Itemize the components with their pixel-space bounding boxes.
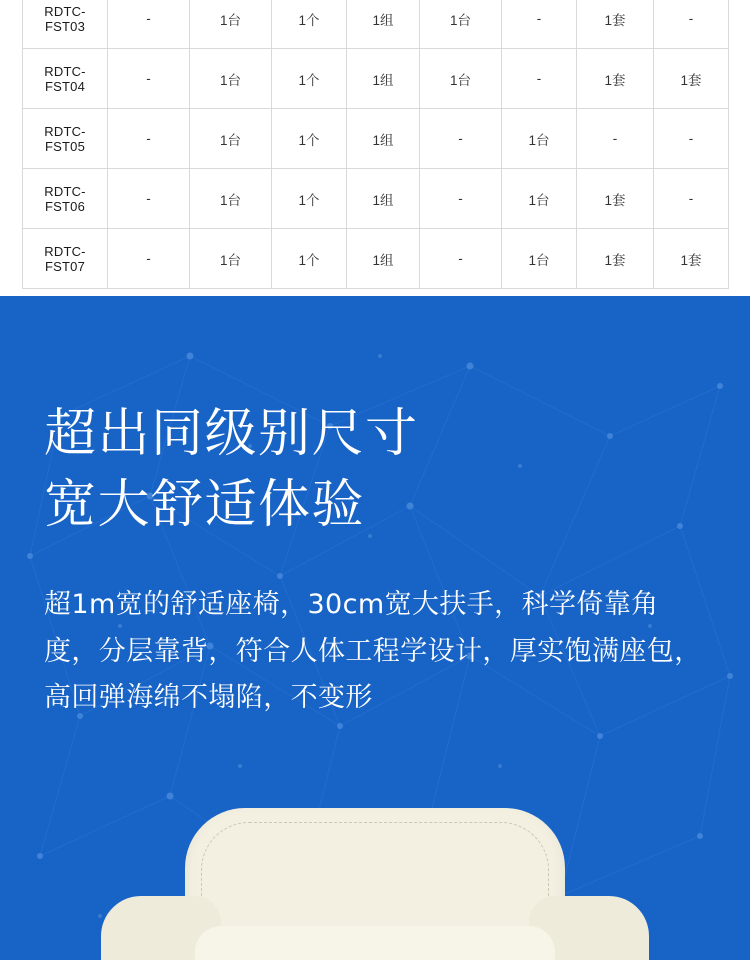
chair-backrest xyxy=(185,808,565,943)
cell-value: 1组 xyxy=(347,0,420,49)
cell-value: 1台 xyxy=(502,169,577,229)
cell-model: RDTC-FST04 xyxy=(23,49,108,109)
cell-value: 1台 xyxy=(190,169,272,229)
cell-value: 1组 xyxy=(347,109,420,169)
cell-model: RDTC-FST06 xyxy=(23,169,108,229)
cell-value: - xyxy=(420,109,502,169)
table-row xyxy=(23,49,729,109)
table-row xyxy=(23,169,729,229)
cell-model: RDTC-FST05 xyxy=(23,109,108,169)
cell-model: RDTC-FST07 xyxy=(23,229,108,289)
cell-value: 1台 xyxy=(502,229,577,289)
cell-value: 1套 xyxy=(577,169,654,229)
spec-table-container xyxy=(22,0,728,289)
cell-value: 1个 xyxy=(272,0,347,49)
chair-seat xyxy=(195,926,555,960)
cell-value: 1套 xyxy=(654,229,729,289)
cell-value: - xyxy=(654,109,729,169)
cell-value: 1台 xyxy=(190,49,272,109)
banner-subcopy: 超1m宽的舒适座椅，30cm宽大扶手，科学倚靠角度，分层靠背，符合人体工程学设计，厚实饱满座包，高回弹海绵不塌陷，不变形 xyxy=(44,589,702,714)
cell-value: 1台 xyxy=(502,109,577,169)
cell-value: 1台 xyxy=(420,49,502,109)
cell-value: - xyxy=(502,0,577,49)
cell-value: - xyxy=(654,0,729,49)
cell-value: - xyxy=(108,0,190,49)
cell-value: 1套 xyxy=(577,0,654,49)
banner-content xyxy=(0,296,750,722)
cell-value: 1套 xyxy=(577,49,654,109)
cell-value: - xyxy=(108,229,190,289)
cell-value: 1台 xyxy=(190,229,272,289)
cell-value: 1个 xyxy=(272,229,347,289)
cell-value: 1个 xyxy=(272,109,347,169)
table-row xyxy=(23,109,729,169)
cell-value: 1组 xyxy=(347,229,420,289)
cell-value: 1组 xyxy=(347,49,420,109)
cell-model: RDTC-FST03 xyxy=(23,0,108,49)
chair-illustration xyxy=(95,800,655,960)
cell-value: - xyxy=(108,49,190,109)
cell-value: 1组 xyxy=(347,169,420,229)
cell-value: - xyxy=(502,49,577,109)
cell-value: 1个 xyxy=(272,169,347,229)
cell-value: - xyxy=(108,169,190,229)
cell-value: 1个 xyxy=(272,49,347,109)
headline-line-2: 宽大舒适体验 xyxy=(44,474,366,535)
cell-value: - xyxy=(420,229,502,289)
cell-value: 1台 xyxy=(190,109,272,169)
cell-value: - xyxy=(420,169,502,229)
spec-table xyxy=(22,0,729,289)
headline-line-1: 超出同级别尺寸 xyxy=(44,404,419,464)
cell-value: 1套 xyxy=(577,229,654,289)
cell-value: 1套 xyxy=(654,49,729,109)
cell-value: 1台 xyxy=(420,0,502,49)
cell-value: - xyxy=(108,109,190,169)
banner-headline xyxy=(44,399,706,540)
table-row xyxy=(23,229,729,289)
cell-value: - xyxy=(577,109,654,169)
table-row xyxy=(23,0,729,49)
feature-banner xyxy=(0,296,750,960)
spec-table-body xyxy=(23,0,729,289)
cell-value: - xyxy=(654,169,729,229)
cell-value: 1台 xyxy=(190,0,272,49)
